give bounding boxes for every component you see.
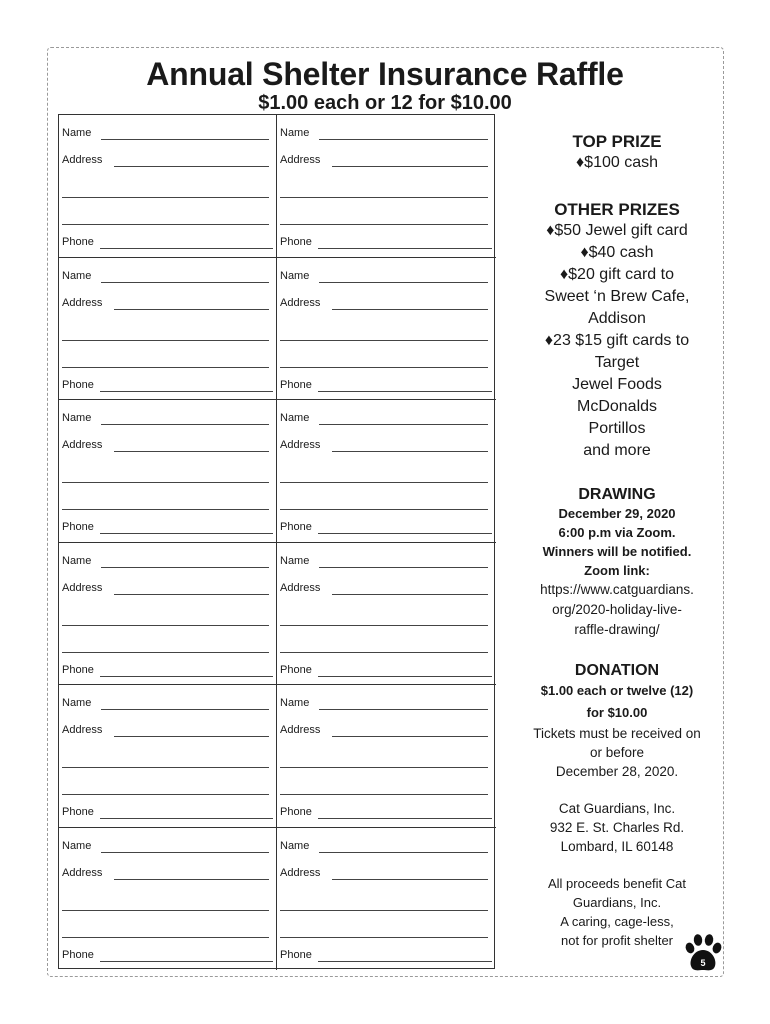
phone-field[interactable] [318, 533, 492, 534]
zoom-link-line: https://www.catguardians. [540, 582, 694, 597]
phone-label: Phone [62, 378, 94, 391]
address-line: Cat Guardians, Inc. [558, 801, 676, 816]
phone-field[interactable] [318, 818, 492, 819]
address-label: Address [62, 724, 103, 736]
address-continued-field[interactable] [280, 340, 488, 341]
address-field[interactable] [114, 594, 269, 595]
donation-line: Tickets must be received on [533, 726, 701, 741]
phone-field[interactable] [318, 248, 492, 249]
name-label: Name [62, 839, 92, 852]
name-label: Name [62, 127, 92, 139]
name-field[interactable] [101, 424, 269, 425]
ticket-grid [58, 114, 495, 969]
prize-line: McDonalds [576, 398, 658, 415]
donation-bold-line: $1.00 each or twelve (12) [540, 683, 694, 698]
address-continued-field[interactable] [62, 937, 269, 938]
address-continued-field[interactable] [62, 625, 269, 626]
name-field[interactable] [319, 852, 488, 853]
top-prize-heading: TOP PRIZE [572, 132, 662, 151]
raffle-ticket[interactable] [59, 828, 277, 971]
page-title: Annual Shelter Insurance Raffle [146, 56, 624, 92]
name-label: Name [280, 127, 310, 139]
address-continued-field[interactable] [280, 482, 488, 483]
donation-heading: DONATION [574, 662, 660, 679]
address-continued-field[interactable] [280, 767, 488, 768]
phone-field[interactable] [100, 818, 273, 819]
name-label: Name [62, 412, 92, 424]
address-field[interactable] [332, 879, 488, 880]
prize-line: Addison [588, 310, 646, 327]
raffle-ticket[interactable] [277, 828, 496, 971]
page-number: 5 [700, 958, 706, 968]
phone-label: Phone [62, 806, 94, 818]
raffle-ticket[interactable] [277, 685, 496, 828]
zoom-link-line: org/2020-holiday-live- [552, 602, 682, 617]
address-label: Address [62, 866, 103, 879]
address-continued-field[interactable] [62, 794, 269, 795]
phone-label: Phone [280, 663, 312, 676]
zoom-link[interactable] [512, 580, 722, 640]
zoom-link-line: raffle-drawing/ [574, 622, 660, 637]
address-continued-field[interactable] [62, 767, 269, 768]
phone-label: Phone [280, 948, 312, 961]
address-label: Address [280, 866, 321, 879]
address-continued-field[interactable] [280, 794, 488, 795]
name-label: Name [280, 554, 310, 567]
address-line: 932 E. St. Charles Rd. [549, 820, 685, 835]
raffle-ticket[interactable] [277, 400, 496, 543]
prize-line: Portillos [588, 420, 646, 437]
drawing-line: December 29, 2020 [558, 506, 676, 521]
address-line: Lombard, IL 60148 [560, 839, 674, 854]
name-label: Name [280, 697, 310, 709]
name-field[interactable] [319, 709, 488, 710]
address-continued-field[interactable] [62, 482, 269, 483]
donation-line: or before [589, 745, 645, 760]
address-continued-field[interactable] [280, 224, 488, 225]
drawing-line: Winners will be notified. [542, 544, 692, 559]
phone-label: Phone [62, 236, 94, 248]
address-label: Address [62, 439, 103, 451]
prize-line: Jewel Foods [572, 376, 662, 393]
raffle-ticket[interactable] [59, 543, 277, 686]
address-continued-field[interactable] [280, 910, 488, 911]
address-label: Address [62, 581, 103, 594]
raffle-ticket[interactable] [59, 258, 277, 401]
raffle-ticket[interactable] [277, 258, 496, 401]
name-label: Name [280, 839, 310, 852]
address-field[interactable] [114, 166, 269, 167]
drawing-line: Zoom link: [584, 563, 650, 578]
name-field[interactable] [101, 852, 269, 853]
address-label: Address [280, 724, 321, 736]
paw-print-icon [681, 932, 725, 976]
address-field[interactable] [332, 594, 488, 595]
phone-field[interactable] [100, 391, 273, 392]
address-continued-field[interactable] [280, 652, 488, 653]
name-field[interactable] [101, 139, 269, 140]
name-field[interactable] [319, 282, 488, 283]
address-continued-field[interactable] [62, 340, 269, 341]
address-field[interactable] [332, 736, 488, 737]
name-label: Name [280, 269, 310, 282]
phone-field[interactable] [100, 961, 273, 962]
phone-label: Phone [280, 378, 312, 391]
address-continued-field[interactable] [280, 197, 488, 198]
phone-label: Phone [62, 521, 94, 533]
address-continued-field[interactable] [280, 509, 488, 510]
proceeds-line: All proceeds benefit Cat [547, 876, 687, 891]
phone-field[interactable] [100, 248, 273, 249]
prize-line: ♦$50 Jewel gift card [546, 222, 688, 239]
name-field[interactable] [319, 567, 488, 568]
drawing-line: 6:00 p.m via Zoom. [558, 525, 676, 540]
address-continued-field[interactable] [62, 509, 269, 510]
address-continued-field[interactable] [62, 652, 269, 653]
name-label: Name [280, 412, 310, 424]
phone-field[interactable] [318, 391, 492, 392]
raffle-ticket[interactable] [277, 543, 496, 686]
raffle-ticket[interactable] [277, 115, 496, 258]
address-continued-field[interactable] [280, 625, 488, 626]
name-label: Name [62, 554, 92, 567]
address-field[interactable] [332, 309, 488, 310]
address-label: Address [280, 581, 321, 594]
address-continued-field[interactable] [62, 197, 269, 198]
page-subtitle: $1.00 each or 12 for $10.00 [258, 92, 512, 114]
donation-bold-line: for $10.00 [586, 705, 648, 720]
prize-line: ♦$40 cash [580, 244, 654, 261]
proceeds-line: not for profit shelter [561, 933, 673, 948]
address-continued-field[interactable] [62, 367, 269, 368]
other-prizes-list [512, 220, 722, 462]
address-label: Address [280, 154, 321, 166]
other-prizes-heading: OTHER PRIZES [554, 200, 680, 219]
name-label: Name [62, 269, 92, 282]
prize-line: ♦23 $15 gift cards to [544, 332, 690, 349]
address-continued-field[interactable] [280, 937, 488, 938]
address-field[interactable] [114, 309, 269, 310]
proceeds-line: A caring, cage-less, [560, 914, 674, 929]
prize-info-panel [512, 130, 722, 950]
address-label: Address [280, 296, 321, 309]
name-field[interactable] [101, 709, 269, 710]
prize-line: Sweet ‘n Brew Cafe, [544, 288, 690, 305]
address-field[interactable] [114, 879, 269, 880]
address-field[interactable] [114, 736, 269, 737]
address-label: Address [62, 296, 103, 309]
address-label: Address [62, 154, 103, 166]
address-field[interactable] [114, 451, 269, 452]
name-field[interactable] [319, 139, 488, 140]
address-continued-field[interactable] [62, 224, 269, 225]
prize-line: and more [583, 442, 651, 459]
raffle-ticket[interactable] [59, 400, 277, 543]
name-label: Name [62, 697, 92, 709]
phone-field[interactable] [318, 961, 492, 962]
address-field[interactable] [332, 166, 488, 167]
prize-line: ♦$20 gift card to [559, 266, 674, 283]
address-continued-field[interactable] [62, 910, 269, 911]
address-label: Address [280, 439, 321, 451]
raffle-ticket[interactable] [59, 115, 277, 258]
raffle-ticket[interactable] [59, 685, 277, 828]
phone-label: Phone [62, 663, 94, 676]
mailing-address [512, 799, 722, 856]
phone-label: Phone [280, 521, 312, 533]
donation-line: December 28, 2020. [555, 764, 679, 779]
proceeds-line: Guardians, Inc. [572, 895, 662, 910]
drawing-heading: DRAWING [578, 486, 656, 503]
name-field[interactable] [101, 282, 269, 283]
address-continued-field[interactable] [280, 367, 488, 368]
phone-field[interactable] [318, 676, 492, 677]
phone-label: Phone [62, 948, 94, 961]
name-field[interactable] [319, 424, 488, 425]
phone-field[interactable] [100, 676, 273, 677]
phone-label: Phone [280, 236, 312, 248]
top-prize: ♦$100 cash [576, 154, 658, 171]
name-field[interactable] [101, 567, 269, 568]
address-field[interactable] [332, 451, 488, 452]
phone-label: Phone [280, 806, 312, 818]
phone-field[interactable] [100, 533, 273, 534]
prize-line: Target [594, 354, 640, 371]
